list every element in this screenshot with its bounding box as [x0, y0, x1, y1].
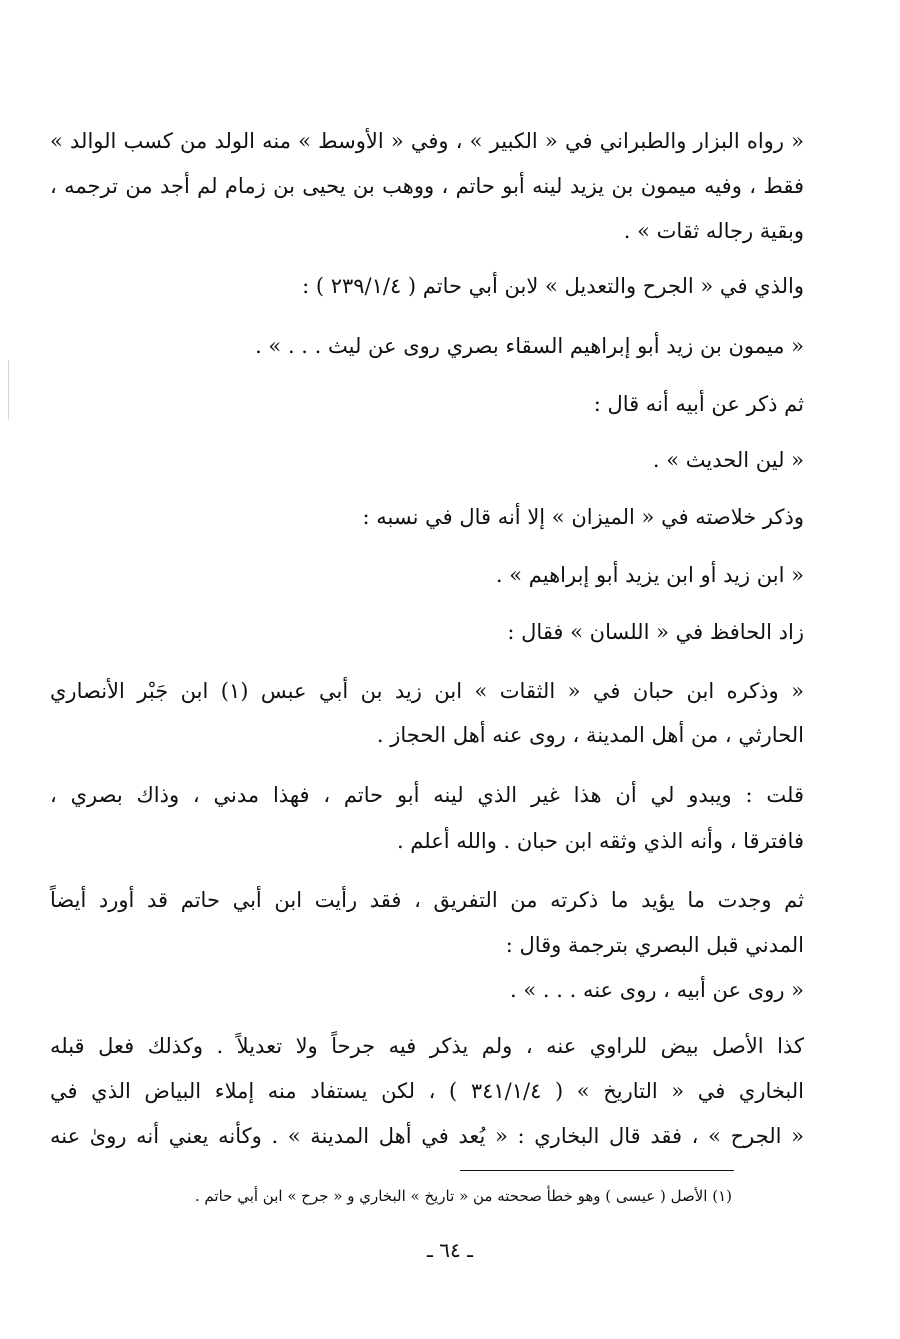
text-line: « الجرح » ، فقد قال البخاري : « يُعد في أهل المدينة » . وكأنه يعني أنه روىٰ عنه [50, 1124, 804, 1148]
text-line: والذي في « الجرح والتعديل » لابن أبي حاتم ( ٢٣٩/١/٤ ) : [302, 274, 804, 298]
text-line: « لين الحديث » . [652, 448, 804, 472]
text-line: ثم وجدت ما يؤيد ما ذكرته من التفريق ، فقد رأيت ابن أبي حاتم قد أورد أيضاً [50, 888, 804, 912]
scan-margin-mark [8, 360, 9, 420]
text-line: كذا الأصل بيض للراوي عنه ، ولم يذكر فيه جرحاً ولا تعديلاً . وكذلك فعل قبله [50, 1034, 804, 1058]
text-line: قلت : ويبدو لي أن هذا غير الذي لينه أبو حاتم ، فهذا مدني ، وذاك بصري ، [50, 783, 804, 807]
text-line: ثم ذكر عن أبيه أنه قال : [593, 392, 804, 416]
text-line: فقط ، وفيه ميمون بن يزيد لينه أبو حاتم ، ووهب بن يحيى بن زمام لم أجد من ترجمه ، [50, 174, 804, 198]
footnote-text: (١) الأصل ( عيسى ) وهو خطأ صححته من « تاريخ » البخاري و « جرح » ابن أبي حاتم . [194, 1187, 732, 1205]
text-line: « ابن زيد أو ابن يزيد أبو إبراهيم » . [495, 563, 804, 587]
text-line: فافترقا ، وأنه الذي وثقه ابن حبان . والله أعلم . [396, 829, 804, 853]
text-line: الحارثي ، من أهل المدينة ، روى عنه أهل الحجاز . [376, 723, 804, 747]
text-line: البخاري في « التاريخ » ( ٣٤١/١/٤ ) ، لكن يستفاد منه إملاء البياض الذي في [50, 1079, 804, 1103]
text-line: وبقية رجاله ثقات » . [623, 219, 804, 243]
text-line: « رواه البزار والطبراني في « الكبير » ، وفي « الأوسط » منه الولد من كسب الوالد » [50, 129, 804, 153]
text-line: « روى عن أبيه ، روى عنه . . . » . [510, 978, 804, 1002]
text-line: المدني قبل البصري بترجمة وقال : [505, 933, 804, 957]
text-line: « ميمون بن زيد أبو إبراهيم السقاء بصري روى عن ليث . . . » . [255, 334, 804, 358]
page-number: ـ ٦٤ ـ [427, 1238, 473, 1262]
text-line: زاد الحافظ في « اللسان » فقال : [507, 620, 804, 644]
text-line: وذكر خلاصته في « الميزان » إلا أنه قال في نسبه : [362, 505, 804, 529]
text-line: « وذكره ابن حبان في « الثقات » ابن زيد بن أبي عبس (١) ابن جَبْر الأنصاري [50, 679, 804, 703]
footnote-separator [460, 1170, 734, 1171]
